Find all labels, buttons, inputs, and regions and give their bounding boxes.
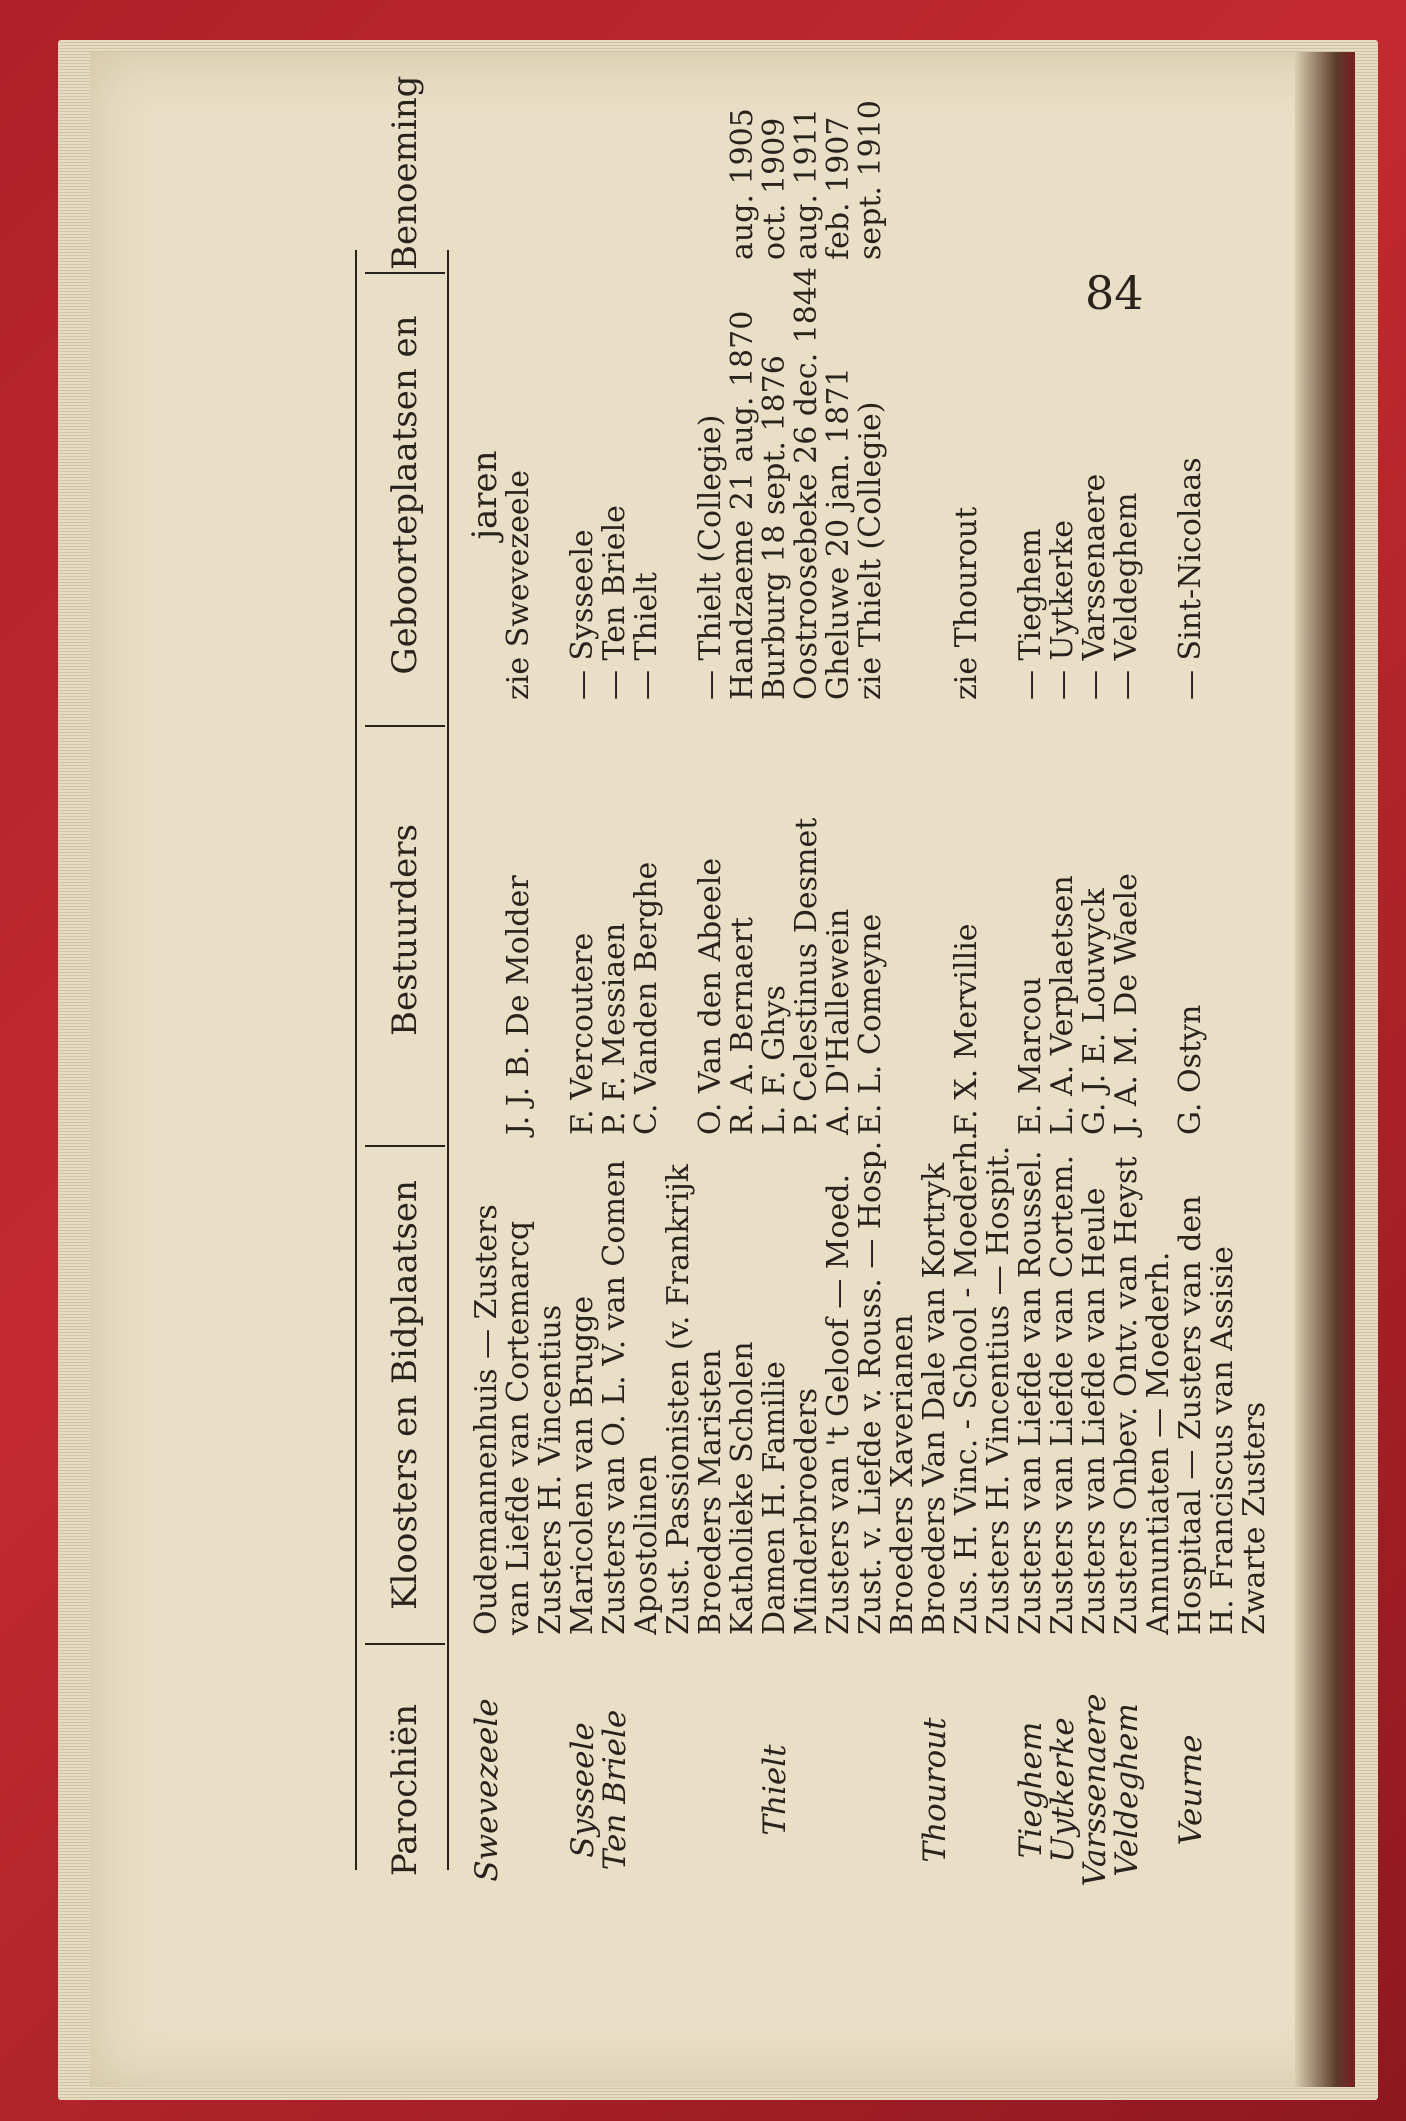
column-divider xyxy=(365,272,445,274)
parish-cell: Veldeghem xyxy=(1109,1703,1145,1877)
klooster-cell: Hospitaal — Zusters van den xyxy=(1173,1195,1208,1635)
klooster-cell: Broeders Van Dale van Kortryk xyxy=(917,1162,952,1635)
bestuurder-cell: P. Celestinus Desmet xyxy=(789,817,824,1135)
parish-cell: Veurne xyxy=(1173,1734,1209,1846)
header-parochien: Parochiën xyxy=(385,1703,425,1877)
geboorte-cell: Gheluwe 20 jan. 1871 xyxy=(821,367,856,700)
geboorte-cell: — Tieghem xyxy=(1013,528,1048,700)
parish-cell: Varssenaere xyxy=(1077,1693,1113,1887)
geboorte-cell: Oostroosebeke 26 dec. 1844 xyxy=(789,266,824,700)
klooster-cell: Zusters Onbev. Ontv. van Heyst xyxy=(1109,1156,1144,1635)
klooster-cell: Oudemannenhuis — Zusters xyxy=(469,1204,504,1635)
bestuurder-cell: E. Marcou xyxy=(1013,976,1048,1135)
geboorte-cell: — Sint-Nicolaas xyxy=(1173,457,1208,700)
klooster-cell: Annuntiaten — Moederh. xyxy=(1141,1251,1176,1635)
geboorte-cell: — Ten Briele xyxy=(597,505,632,700)
benoeming-cell: aug. 1911 xyxy=(789,108,824,260)
klooster-cell: Zus. H. Vinc. - School - Moederh. xyxy=(949,1131,984,1635)
header-benoeming: Benoeming xyxy=(385,75,425,270)
geboorte-cell: zie Thielt (Collegie) xyxy=(853,401,888,700)
bestuurder-cell: J. J. B. De Molder xyxy=(501,875,536,1135)
rotated-table xyxy=(325,75,1285,1990)
bestuurder-cell: L. A. Verplaetsen xyxy=(1045,875,1080,1135)
klooster-cell: Apostolinen xyxy=(629,1454,664,1635)
klooster-cell: Broeders Xaverianen xyxy=(885,1314,920,1635)
klooster-cell: Zust. Passionisten (v. Frankrijk xyxy=(661,1164,696,1635)
parish-cell: Ten Briele xyxy=(597,1709,633,1871)
klooster-cell: Zusters van O. L. V. van Comen xyxy=(597,1160,632,1635)
header-kloosters: Kloosters en Bidplaatsen xyxy=(385,1180,425,1610)
bestuurder-cell: R. A. Bernaert xyxy=(725,917,760,1135)
header-rule xyxy=(447,250,449,1870)
parish-cell: Tieghem xyxy=(1013,1721,1049,1859)
bestuurder-cell: J. A. M. De Waele xyxy=(1109,873,1144,1135)
klooster-cell: Broeders Maristen xyxy=(693,1349,728,1635)
klooster-cell: Minderbroeders xyxy=(789,1388,824,1635)
benoeming-cell: aug. 1905 xyxy=(725,108,760,260)
page-gutter xyxy=(1295,52,1355,2087)
bestuurder-cell: C. Vanden Berghe xyxy=(629,861,664,1135)
bestuurder-cell: A. D'Hallewein xyxy=(821,908,856,1135)
klooster-cell: Zwarte Zusters xyxy=(1237,1401,1272,1635)
geboorte-cell: zie Thourout xyxy=(949,506,984,700)
bestuurder-cell: E. L. Comeyne xyxy=(853,913,888,1135)
geboorte-cell: zie Swevezeele xyxy=(501,469,536,700)
klooster-cell: Zusters H. Vincentius — Hospit. xyxy=(981,1145,1016,1635)
parish-cell: Uytkerke xyxy=(1045,1717,1081,1863)
geboorte-cell: Handzaeme 21 aug. 1870 xyxy=(725,310,760,700)
column-divider xyxy=(365,1643,445,1645)
header-geboorte: Geboorteplaatsen en jaren xyxy=(385,315,505,675)
klooster-cell: Zust. v. Liefde v. Rouss. — Hosp. xyxy=(853,1140,888,1635)
geboorte-cell: — Varssenaere xyxy=(1077,473,1112,700)
bestuurder-cell: F. Vercoutere xyxy=(565,932,600,1135)
klooster-cell: Zusters van 't Geloof — Moed. xyxy=(821,1173,856,1635)
klooster-cell: Zusters van Liefde van Cortem. xyxy=(1045,1154,1080,1635)
geboorte-cell: — Thielt (Collegie) xyxy=(693,414,728,700)
bestuurder-cell: L. F. Ghys xyxy=(757,985,792,1135)
page-number: 84 xyxy=(1085,266,1144,320)
benoeming-cell: feb. 1907 xyxy=(821,116,856,260)
column-divider xyxy=(365,1145,445,1147)
bestuurder-cell: F. X. Mervillie xyxy=(949,923,984,1135)
geboorte-cell: Burburg 18 sept. 1876 xyxy=(757,355,792,700)
benoeming-cell: sept. 1910 xyxy=(853,100,888,260)
klooster-cell: Maricolen van Brugge xyxy=(565,1295,600,1635)
top-rule xyxy=(355,250,357,1870)
klooster-cell: Zusters van Liefde van Roussel. xyxy=(1013,1150,1048,1635)
klooster-cell: H. Franciscus van Assisie xyxy=(1205,1246,1240,1635)
klooster-cell: Damen H. Familie xyxy=(757,1361,792,1635)
parish-cell: Thourout xyxy=(917,1717,953,1863)
geboorte-cell: — Thielt xyxy=(629,572,664,700)
geboorte-cell: — Sysseele xyxy=(565,529,600,700)
bestuurder-cell: P. F. Messiaen xyxy=(597,922,632,1135)
klooster-cell: Katholieke Scholen xyxy=(725,1341,760,1635)
geboorte-cell: — Veldeghem xyxy=(1109,492,1144,700)
bestuurder-cell: G. Ostyn xyxy=(1173,1004,1208,1135)
column-divider xyxy=(365,725,445,727)
parish-cell: Thielt xyxy=(757,1744,793,1836)
parish-cell: Swevezeele xyxy=(469,1698,505,1882)
benoeming-cell: oct. 1909 xyxy=(757,117,792,260)
header-bestuurders: Bestuurders xyxy=(385,824,425,1036)
bestuurder-cell: G. J. E. Louwyck xyxy=(1077,888,1112,1135)
geboorte-cell: — Uytkerke xyxy=(1045,519,1080,700)
klooster-cell: Zusters van Liefde van Heule xyxy=(1077,1187,1112,1635)
klooster-cell: Zusters H. Vincentius xyxy=(533,1304,568,1635)
klooster-cell: van Liefde van Cortemarcq xyxy=(501,1220,536,1635)
parish-cell: Sysseele xyxy=(565,1722,601,1858)
bestuurder-cell: O. Van den Abeele xyxy=(693,857,728,1135)
